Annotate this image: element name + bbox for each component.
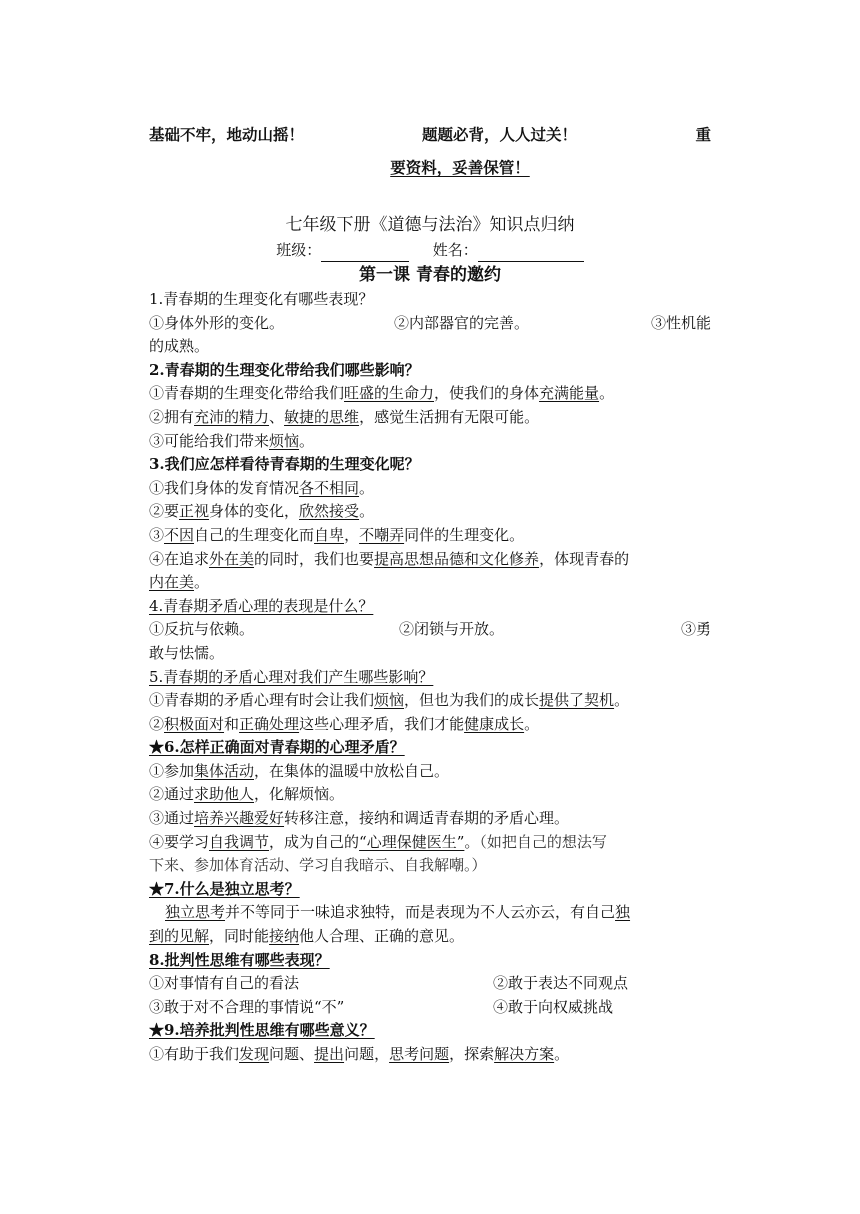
text-segment: 同伴的生理变化。 bbox=[404, 525, 525, 544]
text-segment: 。 bbox=[359, 502, 375, 521]
class-blank[interactable] bbox=[321, 245, 409, 262]
text-segment: 培养兴趣爱好 bbox=[194, 809, 285, 828]
text-segment: 不因 bbox=[164, 525, 195, 544]
text-segment: ①青春期的生理变化带给我们 bbox=[149, 384, 345, 403]
q4-a2: ②闭锁与开放。 bbox=[399, 620, 505, 639]
text-segment: 不嘲弄 bbox=[359, 525, 405, 544]
text-segment: 自卑 bbox=[314, 525, 345, 544]
q8-a1: ①对事情有自己的看法 bbox=[149, 974, 300, 993]
q3-line-5 bbox=[149, 571, 711, 595]
class-label: 班级： bbox=[276, 241, 322, 259]
q1-answers bbox=[149, 312, 711, 336]
text-segment: 思考问题 bbox=[389, 1045, 450, 1063]
q8-a3: ③敢于对不合理的事情说“不” bbox=[149, 997, 345, 1016]
q4-answers bbox=[149, 618, 711, 642]
text-segment: 。 bbox=[614, 691, 630, 710]
text-segment: 身体的变化， bbox=[209, 502, 300, 521]
text-segment: 问题、 bbox=[269, 1045, 315, 1063]
question-3-text: 3.我们应怎样看待青春期的生理变化呢？ bbox=[149, 455, 420, 474]
document-title: 七年级下册《道德与法治》知识点归纳 bbox=[285, 215, 575, 235]
q6-line-5: 下来、参加体育活动、学习自我暗示、自我解嘲。） bbox=[149, 856, 487, 875]
text-segment: 。 bbox=[359, 478, 375, 497]
text-segment: 充满能量 bbox=[539, 384, 600, 403]
q7-line-1 bbox=[149, 901, 711, 925]
text-segment: 。 bbox=[194, 573, 210, 592]
question-8-text: 8.批判性思维有哪些表现？ bbox=[149, 950, 330, 969]
question-2 bbox=[149, 359, 711, 383]
question-2-text: 2.青春期的生理变化带给我们哪些影响？ bbox=[149, 360, 420, 379]
q6-line-2 bbox=[149, 783, 711, 807]
q8-a4: ④敢于向权威挑战 bbox=[493, 997, 614, 1016]
q7-line-2 bbox=[149, 925, 711, 949]
q3-line-3 bbox=[149, 524, 711, 548]
text-segment: ①我们身体的发育情况 bbox=[149, 478, 300, 497]
text-segment: ，在集体的温暖中放松自己。 bbox=[254, 761, 450, 780]
class-name-line bbox=[149, 238, 711, 262]
text-segment: ④要学习 bbox=[149, 832, 210, 851]
q5-line-2 bbox=[149, 713, 711, 737]
document-page bbox=[149, 118, 711, 1067]
question-7-text: ★7.什么是独立思考？ bbox=[149, 879, 300, 898]
q3-line-2 bbox=[149, 500, 711, 524]
question-8 bbox=[149, 949, 711, 973]
text-segment: 并不等同于一味追求独特，而是表现为不人云亦云，有自己 bbox=[225, 903, 616, 922]
q4-a3b: 敢与怯懦。 bbox=[149, 643, 225, 662]
question-1 bbox=[149, 288, 711, 312]
text-segment: 烦恼 bbox=[374, 691, 405, 710]
text-segment: 各不相同 bbox=[299, 478, 360, 497]
motto-line-2 bbox=[149, 151, 711, 184]
name-blank[interactable] bbox=[478, 245, 584, 262]
text-segment: 这些心理矛盾，我们才能 bbox=[299, 714, 465, 733]
q2-line-2 bbox=[149, 406, 711, 430]
text-segment: ，体现青春的 bbox=[539, 549, 630, 568]
q1-a1: ①身体外形的变化。 bbox=[149, 313, 285, 332]
text-segment: 集体活动 bbox=[194, 761, 255, 780]
text-segment: 到的见解 bbox=[149, 927, 210, 946]
text-segment: ④在追求 bbox=[149, 549, 210, 568]
text-segment: 。 bbox=[524, 714, 540, 733]
q5-line-1 bbox=[149, 689, 711, 713]
text-segment: ②拥有 bbox=[149, 407, 195, 426]
q1-a3b: 的成熟。 bbox=[149, 337, 210, 356]
text-segment: 独 bbox=[615, 903, 631, 922]
text-segment: ，感觉生活拥有无限可能。 bbox=[359, 407, 540, 426]
text-segment: ③可能给我们带来 bbox=[149, 431, 270, 450]
text-segment: 独立思考 bbox=[165, 903, 226, 922]
question-5 bbox=[149, 666, 711, 690]
q9-line-1 bbox=[149, 1043, 711, 1067]
question-4-text: 4.青春期矛盾心理的表现是什么？ bbox=[149, 596, 374, 615]
q4-a3a: ③勇 bbox=[680, 620, 711, 639]
text-segment: 欣然接受 bbox=[299, 502, 360, 521]
text-segment: 正确处理 bbox=[239, 714, 300, 733]
text-segment: ，但也为我们的成长 bbox=[404, 691, 540, 710]
q3-line-4 bbox=[149, 548, 711, 572]
text-segment: 、 bbox=[269, 407, 285, 426]
text-segment: 自己的生理变化而 bbox=[194, 525, 315, 544]
text-segment: 敏捷的思维 bbox=[284, 407, 360, 426]
question-9 bbox=[149, 1019, 711, 1043]
text-segment: （如把自己的想法写 bbox=[479, 832, 607, 851]
q8-row-2 bbox=[149, 996, 711, 1020]
text-segment: ③ bbox=[149, 525, 165, 544]
q2-line-1 bbox=[149, 382, 711, 406]
text-segment: 积极面对 bbox=[164, 714, 225, 733]
question-1-text: 1.青春期的生理变化有哪些表现？ bbox=[149, 290, 374, 308]
text-segment: 充沛的精力 bbox=[194, 407, 270, 426]
text-segment: ，同时能 bbox=[209, 927, 270, 946]
text-segment: 转移注意，接纳和调适青春期的矛盾心理。 bbox=[284, 809, 570, 828]
text-segment: ①青春期的矛盾心理有时会让我们 bbox=[149, 691, 375, 710]
name-label: 姓名： bbox=[432, 241, 478, 259]
q6-line-4 bbox=[149, 831, 711, 855]
text-segment: “心理保健医生” bbox=[359, 832, 465, 851]
question-4 bbox=[149, 595, 711, 619]
text-segment: 他人合理、正确的意见。 bbox=[299, 927, 465, 946]
q6-line-1 bbox=[149, 760, 711, 784]
text-segment: 的同时，我们也要 bbox=[254, 549, 375, 568]
text-segment: 提出 bbox=[314, 1045, 345, 1063]
text-segment: 内在美 bbox=[149, 573, 195, 592]
text-segment: 。 bbox=[464, 832, 480, 851]
q4-a1: ①反抗与依赖。 bbox=[149, 620, 255, 639]
text-segment: 问题， bbox=[344, 1045, 390, 1063]
text-segment: ③通过 bbox=[149, 809, 195, 828]
question-6 bbox=[149, 736, 711, 760]
motto-3a: 重 bbox=[695, 125, 711, 144]
question-7 bbox=[149, 878, 711, 902]
text-segment: 提高思想品德和文化修养 bbox=[374, 549, 540, 568]
text-segment: ②要 bbox=[149, 502, 180, 521]
q6-line-3 bbox=[149, 807, 711, 831]
text-segment: ，使我们的身体 bbox=[434, 384, 540, 403]
q8-a2: ②敢于表达不同观点 bbox=[493, 974, 629, 993]
text-segment: 自我调节 bbox=[209, 832, 270, 851]
motto-1: 基础不牢，地动山摇！ bbox=[149, 125, 305, 144]
text-segment: ①参加 bbox=[149, 761, 195, 780]
text-segment: 健康成长 bbox=[464, 714, 525, 733]
text-segment: ①有助于我们 bbox=[149, 1045, 240, 1063]
motto-3b: 要资料，妥善保管！ bbox=[390, 158, 530, 177]
q1-a3a: ③性机能 bbox=[650, 313, 711, 332]
text-segment: 。 bbox=[554, 1045, 570, 1063]
text-segment: 提供了契机 bbox=[539, 691, 615, 710]
question-9-text: ★9.培养批判性思维有哪些意义？ bbox=[149, 1021, 375, 1040]
text-segment: ， bbox=[344, 525, 360, 544]
q3-line-1 bbox=[149, 477, 711, 501]
text-segment: ，探索 bbox=[449, 1045, 495, 1063]
q2-line-3 bbox=[149, 430, 711, 454]
question-5-text: 5.青春期的矛盾心理对我们产生哪些影响？ bbox=[149, 667, 434, 686]
q1-a2: ②内部器官的完善。 bbox=[394, 313, 530, 332]
text-segment: 和 bbox=[224, 714, 240, 733]
text-segment: 旺盛的生命力 bbox=[344, 384, 435, 403]
motto-2: 题题必背，人人过关！ bbox=[422, 125, 578, 144]
text-segment: 烦恼 bbox=[269, 431, 300, 450]
text-segment: 发现 bbox=[239, 1045, 270, 1063]
lesson-title: 第一课 青春的邀约 bbox=[359, 265, 501, 285]
text-segment: ，成为自己的 bbox=[269, 832, 360, 851]
text-segment: 接纳 bbox=[269, 927, 300, 946]
text-segment: ②通过 bbox=[149, 785, 195, 804]
text-segment: 。 bbox=[299, 431, 315, 450]
text-segment: 求助他人 bbox=[194, 785, 255, 804]
text-segment: ② bbox=[149, 714, 165, 733]
text-segment: ，化解烦恼。 bbox=[254, 785, 345, 804]
text-segment: 外在美 bbox=[209, 549, 255, 568]
text-segment: 。 bbox=[599, 384, 615, 403]
q8-row-1 bbox=[149, 972, 711, 996]
question-6-text: ★6.怎样正确面对青春期的心理矛盾？ bbox=[149, 738, 405, 757]
question-3 bbox=[149, 453, 711, 477]
text-segment: 正视 bbox=[179, 502, 210, 521]
motto-line-1 bbox=[149, 118, 711, 151]
text-segment: 解决方案 bbox=[494, 1045, 555, 1063]
